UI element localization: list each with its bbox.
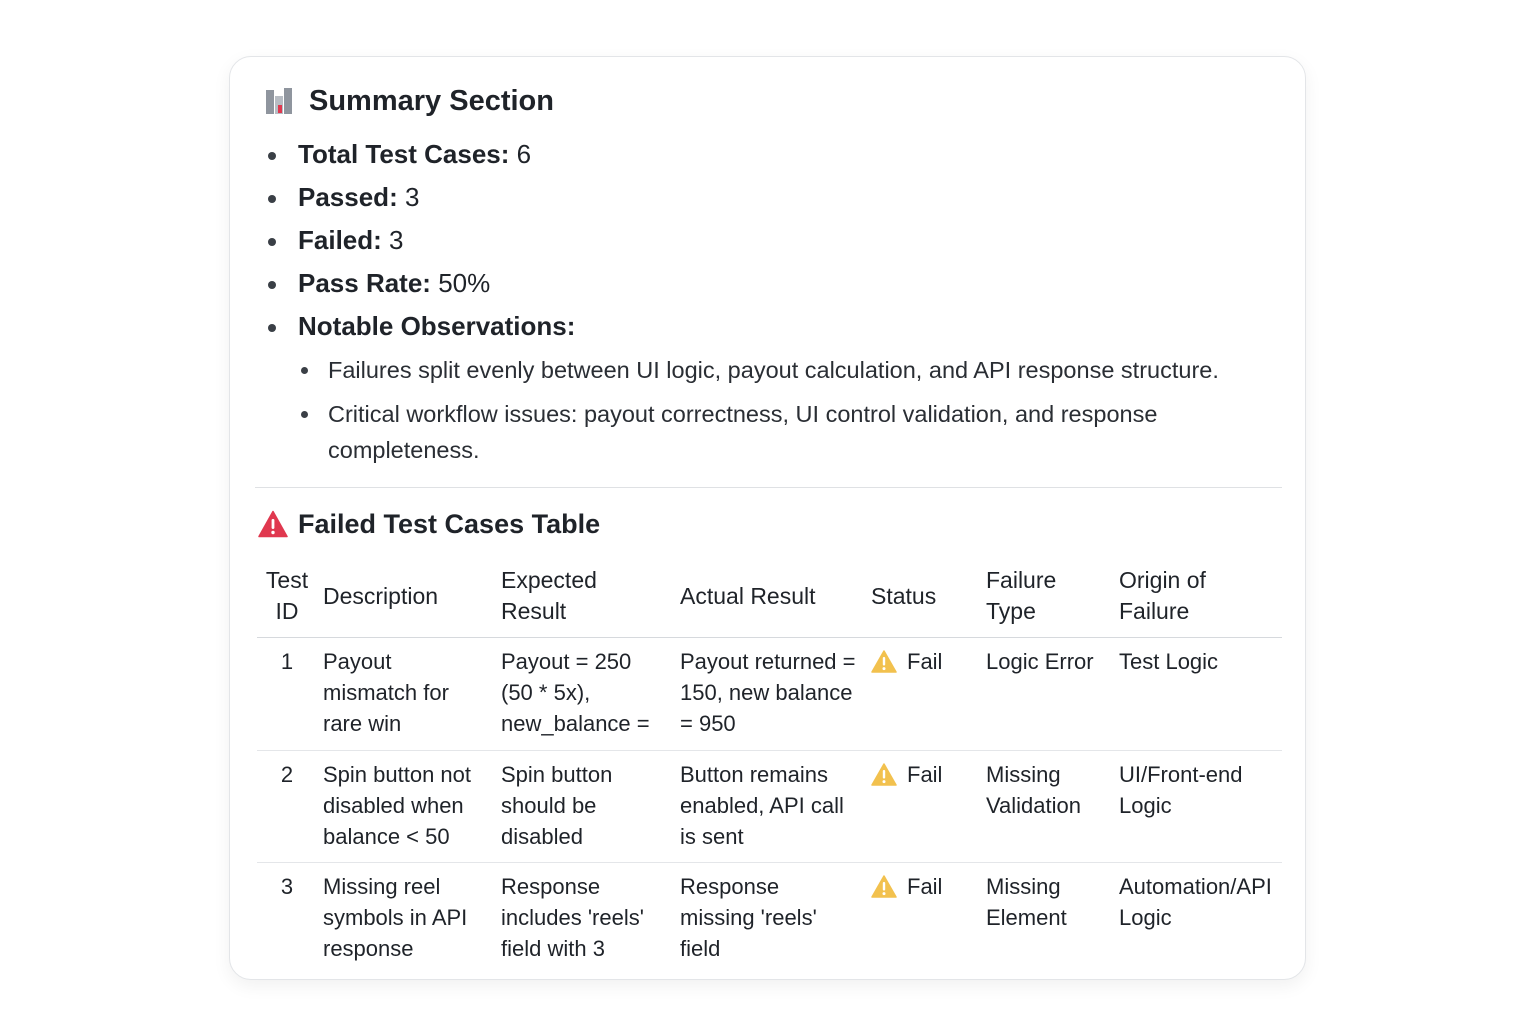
cell-test-id: 1 bbox=[257, 638, 317, 751]
cell-description: Missing reel symbols in API response bbox=[323, 874, 468, 961]
cell-origin: UI/Front-end Logic bbox=[1113, 751, 1282, 863]
failed-table-heading bbox=[258, 507, 600, 541]
status-badge: Fail bbox=[907, 649, 943, 674]
cell-origin: Automation/API Logic bbox=[1119, 874, 1272, 930]
observation-item: Failures split evenly between UI logic, payout calculation, and API response structure. bbox=[230, 352, 1307, 388]
cell-description: Spin button not disabled when balance < 50 bbox=[317, 751, 495, 863]
col-header-failure-type: Failure Type bbox=[980, 559, 1113, 638]
cell-actual: Response missing 'reels' field bbox=[680, 874, 817, 961]
cell-test-id: 2 bbox=[257, 751, 317, 863]
status-badge: Fail bbox=[907, 874, 943, 899]
summary-item-observations: Notable Observations: bbox=[230, 309, 1307, 352]
failed-test-cases-table bbox=[257, 559, 1282, 974]
col-header-expected: Expected Result bbox=[495, 559, 674, 638]
table-header-row bbox=[257, 559, 1282, 638]
summary-title: Summary Section bbox=[309, 84, 554, 117]
summary-item-total: Total Test Cases: 6 bbox=[230, 137, 1307, 180]
cell-status bbox=[865, 863, 980, 975]
section-divider bbox=[255, 487, 1282, 488]
cell-status bbox=[865, 751, 980, 863]
col-header-actual: Actual Result bbox=[674, 559, 865, 638]
table-row bbox=[257, 863, 1282, 975]
alert-triangle-icon bbox=[258, 510, 288, 538]
cell-failure-type: Missing Element bbox=[986, 874, 1067, 930]
table-row bbox=[257, 751, 1282, 863]
observation-item: Critical workflow issues: payout correctness, UI control validation, and response completeness. bbox=[230, 396, 1307, 468]
bar-chart-icon bbox=[265, 87, 293, 115]
cell-actual: Button remains enabled, API call is sent bbox=[674, 751, 865, 863]
summary-item-pass-rate: Pass Rate: 50% bbox=[230, 266, 1307, 309]
report-card bbox=[229, 56, 1306, 980]
summary-item-failed: Failed: 3 bbox=[230, 223, 1307, 266]
cell-status bbox=[865, 638, 980, 751]
cell-expected: Spin button should be disabled bbox=[495, 751, 674, 863]
observations-list bbox=[230, 352, 1307, 476]
col-header-description: Description bbox=[317, 559, 495, 638]
col-header-origin: Origin of Failure bbox=[1113, 559, 1282, 638]
warning-icon bbox=[871, 763, 897, 786]
summary-item-passed: Passed: 3 bbox=[230, 180, 1307, 223]
cell-expected: Payout = 250 (50 * 5x), new_balance = bbox=[495, 638, 674, 751]
col-header-test-id: Test ID bbox=[257, 559, 317, 638]
cell-origin: Test Logic bbox=[1113, 638, 1282, 751]
summary-heading bbox=[265, 83, 554, 119]
failed-table-title: Failed Test Cases Table bbox=[298, 508, 601, 539]
cell-description: Payout mismatch for rare win bbox=[317, 638, 495, 751]
cell-actual: Payout returned = 150, new balance = 950 bbox=[674, 638, 865, 751]
cell-failure-type: Missing Validation bbox=[980, 751, 1113, 863]
summary-list bbox=[230, 137, 1307, 352]
warning-icon bbox=[871, 875, 897, 898]
cell-failure-type: Logic Error bbox=[980, 638, 1113, 751]
col-header-status: Status bbox=[865, 559, 980, 638]
cell-test-id: 3 bbox=[280, 874, 294, 899]
status-badge: Fail bbox=[907, 762, 943, 787]
table-row bbox=[257, 638, 1282, 751]
warning-icon bbox=[871, 650, 897, 673]
cell-expected: Response includes 'reels' field with 3 bbox=[501, 874, 644, 961]
